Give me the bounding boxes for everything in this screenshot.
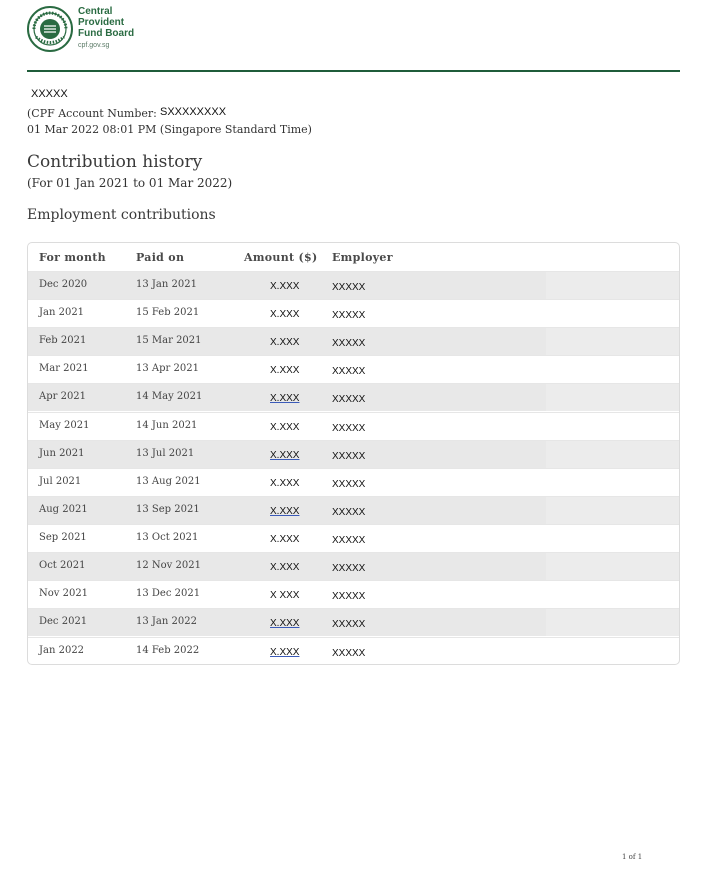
- cell-amount: X.XXX: [270, 365, 300, 376]
- brand-line-1: Central: [78, 6, 113, 17]
- cell-paid-on: 14 Jun 2021: [136, 420, 198, 431]
- table-row: [28, 412, 679, 440]
- row-shade-segment: [546, 441, 679, 468]
- table-row: [28, 637, 679, 665]
- cell-employer: XXXXX: [332, 507, 366, 518]
- table-header: [28, 243, 679, 271]
- column-header-employer: Employer: [332, 251, 393, 264]
- cell-paid-on: 13 Jan 2022: [136, 616, 197, 627]
- page-header: [27, 4, 680, 72]
- table-row: [28, 327, 679, 355]
- brand-wordmark: [78, 6, 134, 51]
- row-shade-segment: [546, 328, 679, 355]
- page-title: Contribution history: [27, 152, 203, 172]
- cell-amount: X.XXX: [270, 534, 300, 545]
- cell-amount: X.XXX: [270, 281, 300, 292]
- cell-employer: XXXXX: [332, 648, 366, 659]
- brand-line-2: Provident: [78, 17, 125, 28]
- cpf-emblem-icon: [27, 4, 73, 54]
- cell-employer: XXXXX: [332, 563, 366, 574]
- cell-amount: X.XXX: [270, 309, 300, 320]
- table-row: [28, 299, 679, 327]
- row-shade-segment: [546, 384, 679, 411]
- table-row: [28, 608, 679, 636]
- brand-website: cpf.gov.sg: [78, 42, 110, 49]
- row-shade-segment: [546, 272, 679, 299]
- cell-employer: XXXXX: [332, 591, 366, 602]
- cell-employer: XXXXX: [332, 451, 366, 462]
- cell-amount: X.XXX: [270, 618, 300, 629]
- cell-amount: X.XXX: [270, 422, 300, 433]
- cell-paid-on: 15 Feb 2021: [136, 307, 200, 318]
- section-title: Employment contributions: [27, 207, 216, 223]
- account-number-label: (CPF Account Number:: [27, 107, 157, 120]
- cell-month: Jun 2021: [39, 448, 85, 459]
- cell-month: May 2021: [39, 420, 90, 431]
- table-row: [28, 271, 679, 299]
- table-row: [28, 580, 679, 608]
- cell-month: Dec 2020: [39, 279, 88, 290]
- column-header-paid-on: Paid on: [136, 251, 185, 264]
- cell-month: Apr 2021: [39, 391, 87, 402]
- cell-paid-on: 14 Feb 2022: [136, 645, 200, 656]
- cell-month: Nov 2021: [39, 588, 89, 599]
- cell-amount: X.XXX: [270, 393, 300, 404]
- cell-paid-on: 13 Sep 2021: [136, 504, 200, 515]
- cell-employer: XXXXX: [332, 310, 366, 321]
- cell-amount: X.XXX: [270, 562, 300, 573]
- cell-month: Aug 2021: [39, 504, 88, 515]
- page-number: 1 of 1: [622, 853, 643, 861]
- cell-amount: X.XXX: [270, 506, 300, 517]
- cell-month: Jan 2021: [39, 307, 85, 318]
- cell-employer: XXXXX: [332, 535, 366, 546]
- table-row: [28, 468, 679, 496]
- account-number-value: SXXXXXXXX: [160, 106, 227, 118]
- cell-month: Dec 2021: [39, 616, 88, 627]
- cell-month: Feb 2021: [39, 335, 87, 346]
- cell-employer: XXXXX: [332, 394, 366, 405]
- column-header-amount: Amount ($): [244, 251, 318, 264]
- cell-amount: X.XXX: [270, 337, 300, 348]
- column-header-month: For month: [39, 251, 106, 264]
- cell-month: Mar 2021: [39, 363, 89, 374]
- statement-timestamp: 01 Mar 2022 08:01 PM (Singapore Standard Time): [27, 123, 312, 136]
- cell-employer: XXXXX: [332, 619, 366, 630]
- cell-employer: XXXXX: [332, 282, 366, 293]
- brand-line-3: Fund Board: [78, 28, 135, 39]
- cell-amount: X.XXX: [270, 647, 300, 658]
- cell-month: Jan 2022: [39, 645, 85, 656]
- table-row: [28, 440, 679, 468]
- table-row: [28, 383, 679, 411]
- cell-paid-on: 13 Jan 2021: [136, 279, 197, 290]
- contributions-table: [27, 242, 680, 665]
- row-shade-segment: [546, 497, 679, 524]
- cell-month: Oct 2021: [39, 560, 86, 571]
- cell-amount: X.XXX: [270, 478, 300, 489]
- cell-employer: XXXXX: [332, 366, 366, 377]
- table-row: [28, 552, 679, 580]
- row-shade-segment: [546, 609, 679, 636]
- cell-month: Jul 2021: [39, 476, 82, 487]
- cell-employer: XXXXX: [332, 423, 366, 434]
- cell-paid-on: 14 May 2021: [136, 391, 203, 402]
- cell-paid-on: 13 Oct 2021: [136, 532, 199, 543]
- cell-employer: XXXXX: [332, 479, 366, 490]
- cell-paid-on: 13 Apr 2021: [136, 363, 199, 374]
- cell-employer: XXXXX: [332, 338, 366, 349]
- cell-paid-on: 13 Dec 2021: [136, 588, 201, 599]
- cell-paid-on: 13 Aug 2021: [136, 476, 201, 487]
- cell-month: Sep 2021: [39, 532, 87, 543]
- cell-amount: X.XXX: [270, 450, 300, 461]
- table-row: [28, 496, 679, 524]
- cell-paid-on: 15 Mar 2021: [136, 335, 202, 346]
- cell-paid-on: 13 Jul 2021: [136, 448, 195, 459]
- cell-paid-on: 12 Nov 2021: [136, 560, 201, 571]
- table-row: [28, 524, 679, 552]
- table-row: [28, 355, 679, 383]
- row-shade-segment: [546, 553, 679, 580]
- header-divider: [27, 70, 680, 72]
- report-period: (For 01 Jan 2021 to 01 Mar 2022): [27, 176, 233, 190]
- member-name: XXXXX: [31, 88, 68, 100]
- cell-amount: X XXX: [270, 590, 300, 601]
